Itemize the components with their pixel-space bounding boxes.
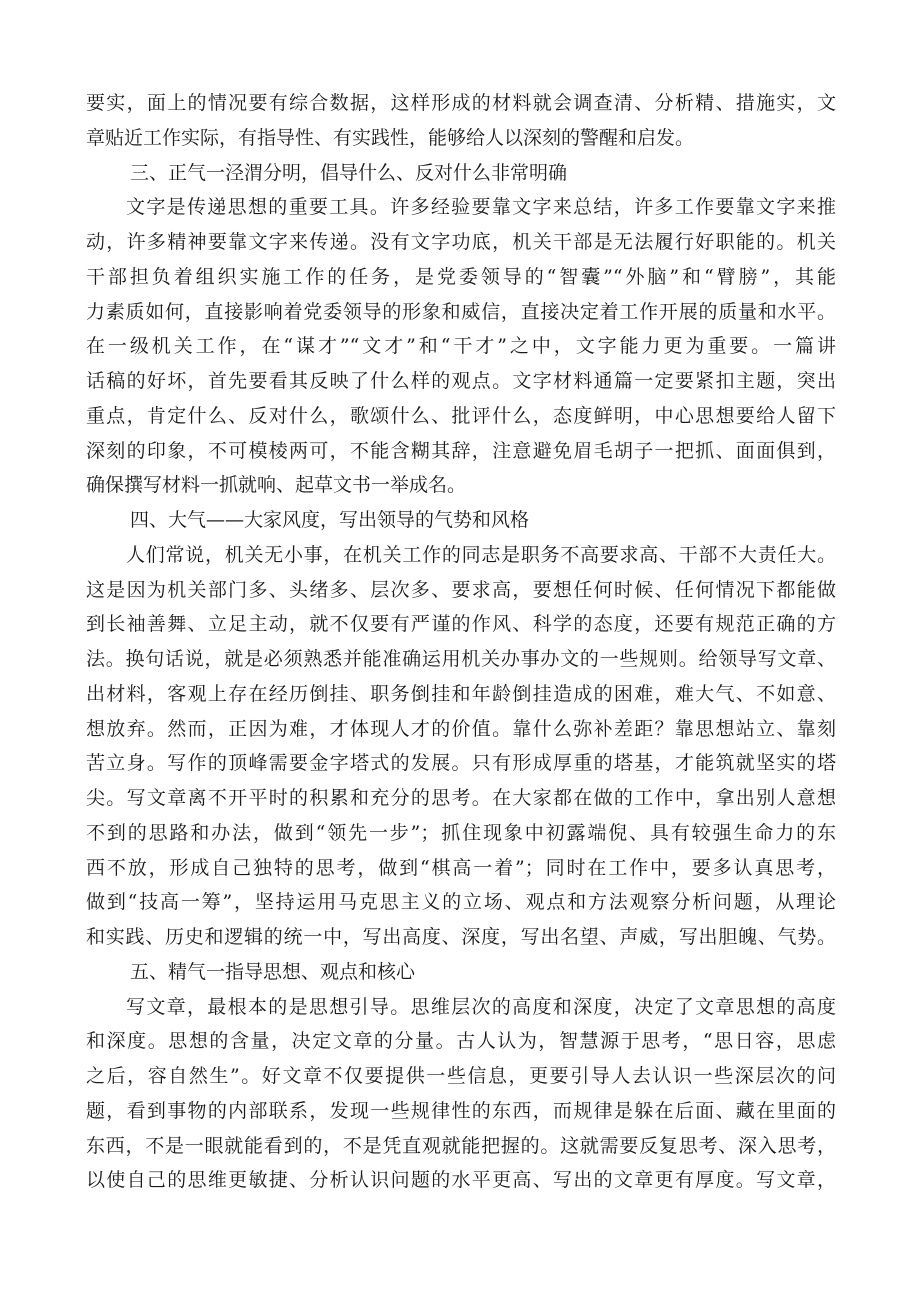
- text-line: 写文章，最根本的是思想引导。思维层次的高度和深度，决定了文章思想的高度: [126, 995, 836, 1018]
- text-line: 想放弃。然而，正因为难，才体现人才的价值。靠什么弥补差距？靠思想站立、靠刻: [86, 717, 836, 740]
- text-line: 章贴近工作实际，有指导性、有实践性，能够给人以深刻的警醒和启发。: [86, 126, 695, 149]
- section-heading: 三、正气一泾渭分明，倡导什么、反对什么非常明确: [130, 161, 568, 184]
- text-line: 确保撰写材料一抓就响、起草文书一举成名。: [86, 474, 467, 497]
- text-line: 文字是传递思想的重要工具。许多经验要靠文字来总结，许多工作要靠文字来推: [126, 196, 836, 219]
- text-line: 之后，容自然生”。好文章不仅要提供一些信息，更要引导人去认识一些深层次的问: [86, 1065, 836, 1087]
- text-line: 这是因为机关部门多、头绪多、层次多、要求高，要想任何时候、任何情况下都能做: [86, 578, 836, 601]
- text-line: 人们常说，机关无小事，在机关工作的同志是职务不高要求高、干部不大责任大。: [126, 543, 836, 566]
- text-line: 尖。写文章离不开平时的积累和充分的思考。在大家都在做的工作中，拿出别人意想: [86, 787, 836, 809]
- text-line: 以使自己的思维更敏捷、分析认识问题的水平更高、写出的文章更有厚度。写文章，: [86, 1169, 836, 1192]
- text-line: 西不放，形成自己独特的思考，做到“棋高一着”；同时在工作中，要多认真思考，: [86, 856, 836, 879]
- text-line: 和实践、历史和逻辑的统一中，写出高度、深度，写出名望、声威，写出胆魄、气势。: [86, 926, 836, 948]
- text-line: 动，许多精神要靠文字来传递。没有文字功底，机关干部是无法履行好职能的。机关: [86, 231, 836, 253]
- text-line: 东西，不是一眼就能看到的，不是凭直观就能把握的。这就需要反复思考、深入思考，: [86, 1134, 836, 1157]
- text-line: 不到的思路和办法，做到“领先一步”；抓住现象中初露端倪、具有较强生命力的东: [86, 821, 836, 844]
- text-line: 要实，面上的情况要有综合数据，这样形成的材料就会调查清、分析精、措施实，文: [86, 92, 836, 114]
- text-line: 重点，肯定什么、反对什么，歌颂什么、批评什么，态度鲜明，中心思想要给人留下: [86, 404, 836, 427]
- text-line: 苦立身。写作的顶峰需要金字塔式的发展。只有形成厚重的塔基，才能筑就坚实的塔: [86, 752, 836, 775]
- text-line: 题，看到事物的内部联系，发现一些规律性的东西，而规律是躲在后面、藏在里面的: [86, 1099, 836, 1122]
- text-line: 干部担负着组织实施工作的任务，是党委领导的“智囊”“外脑”和“臂膀”，其能: [86, 265, 836, 288]
- section-heading: 四、大气——大家风度，写出领导的气势和风格: [130, 509, 530, 531]
- text-line: 话稿的好坏，首先要看其反映了什么样的观点。文字材料通篇一定要紧扣主题，突出: [86, 370, 836, 392]
- text-line: 做到“技高一筹”，坚持运用马克思主义的立场、观点和方法观察分析问题，从理论: [86, 891, 836, 914]
- section-heading: 五、精气一指导思想、观点和核心: [130, 960, 416, 983]
- text-line: 力素质如何，直接影响着党委领导的形象和威信，直接决定着工作开展的质量和水平。: [86, 300, 836, 323]
- text-line: 深刻的印象，不可模棱两可，不能含糊其辞，注意避免眉毛胡子一把抓、面面俱到，: [86, 439, 836, 462]
- text-line: 出材料，客观上存在经历倒挂、职务倒挂和年龄倒挂造成的困难，难大气、不如意、: [86, 682, 836, 705]
- text-line: 在一级机关工作，在“谋才”“文才”和“干才”之中，文字能力更为重要。一篇讲: [86, 335, 836, 358]
- text-line: 和深度。思想的含量，决定文章的分量。古人认为，智慧源于思考，“思日容，思虑: [86, 1030, 836, 1053]
- text-line: 到长袖善舞、立足主动，就不仅要有严谨的作风、科学的态度，还要有规范正确的方: [86, 613, 836, 636]
- text-line: 法。换句话说，就是必须熟悉并能准确运用机关办事办文的一些规则。给领导写文章、: [86, 648, 836, 670]
